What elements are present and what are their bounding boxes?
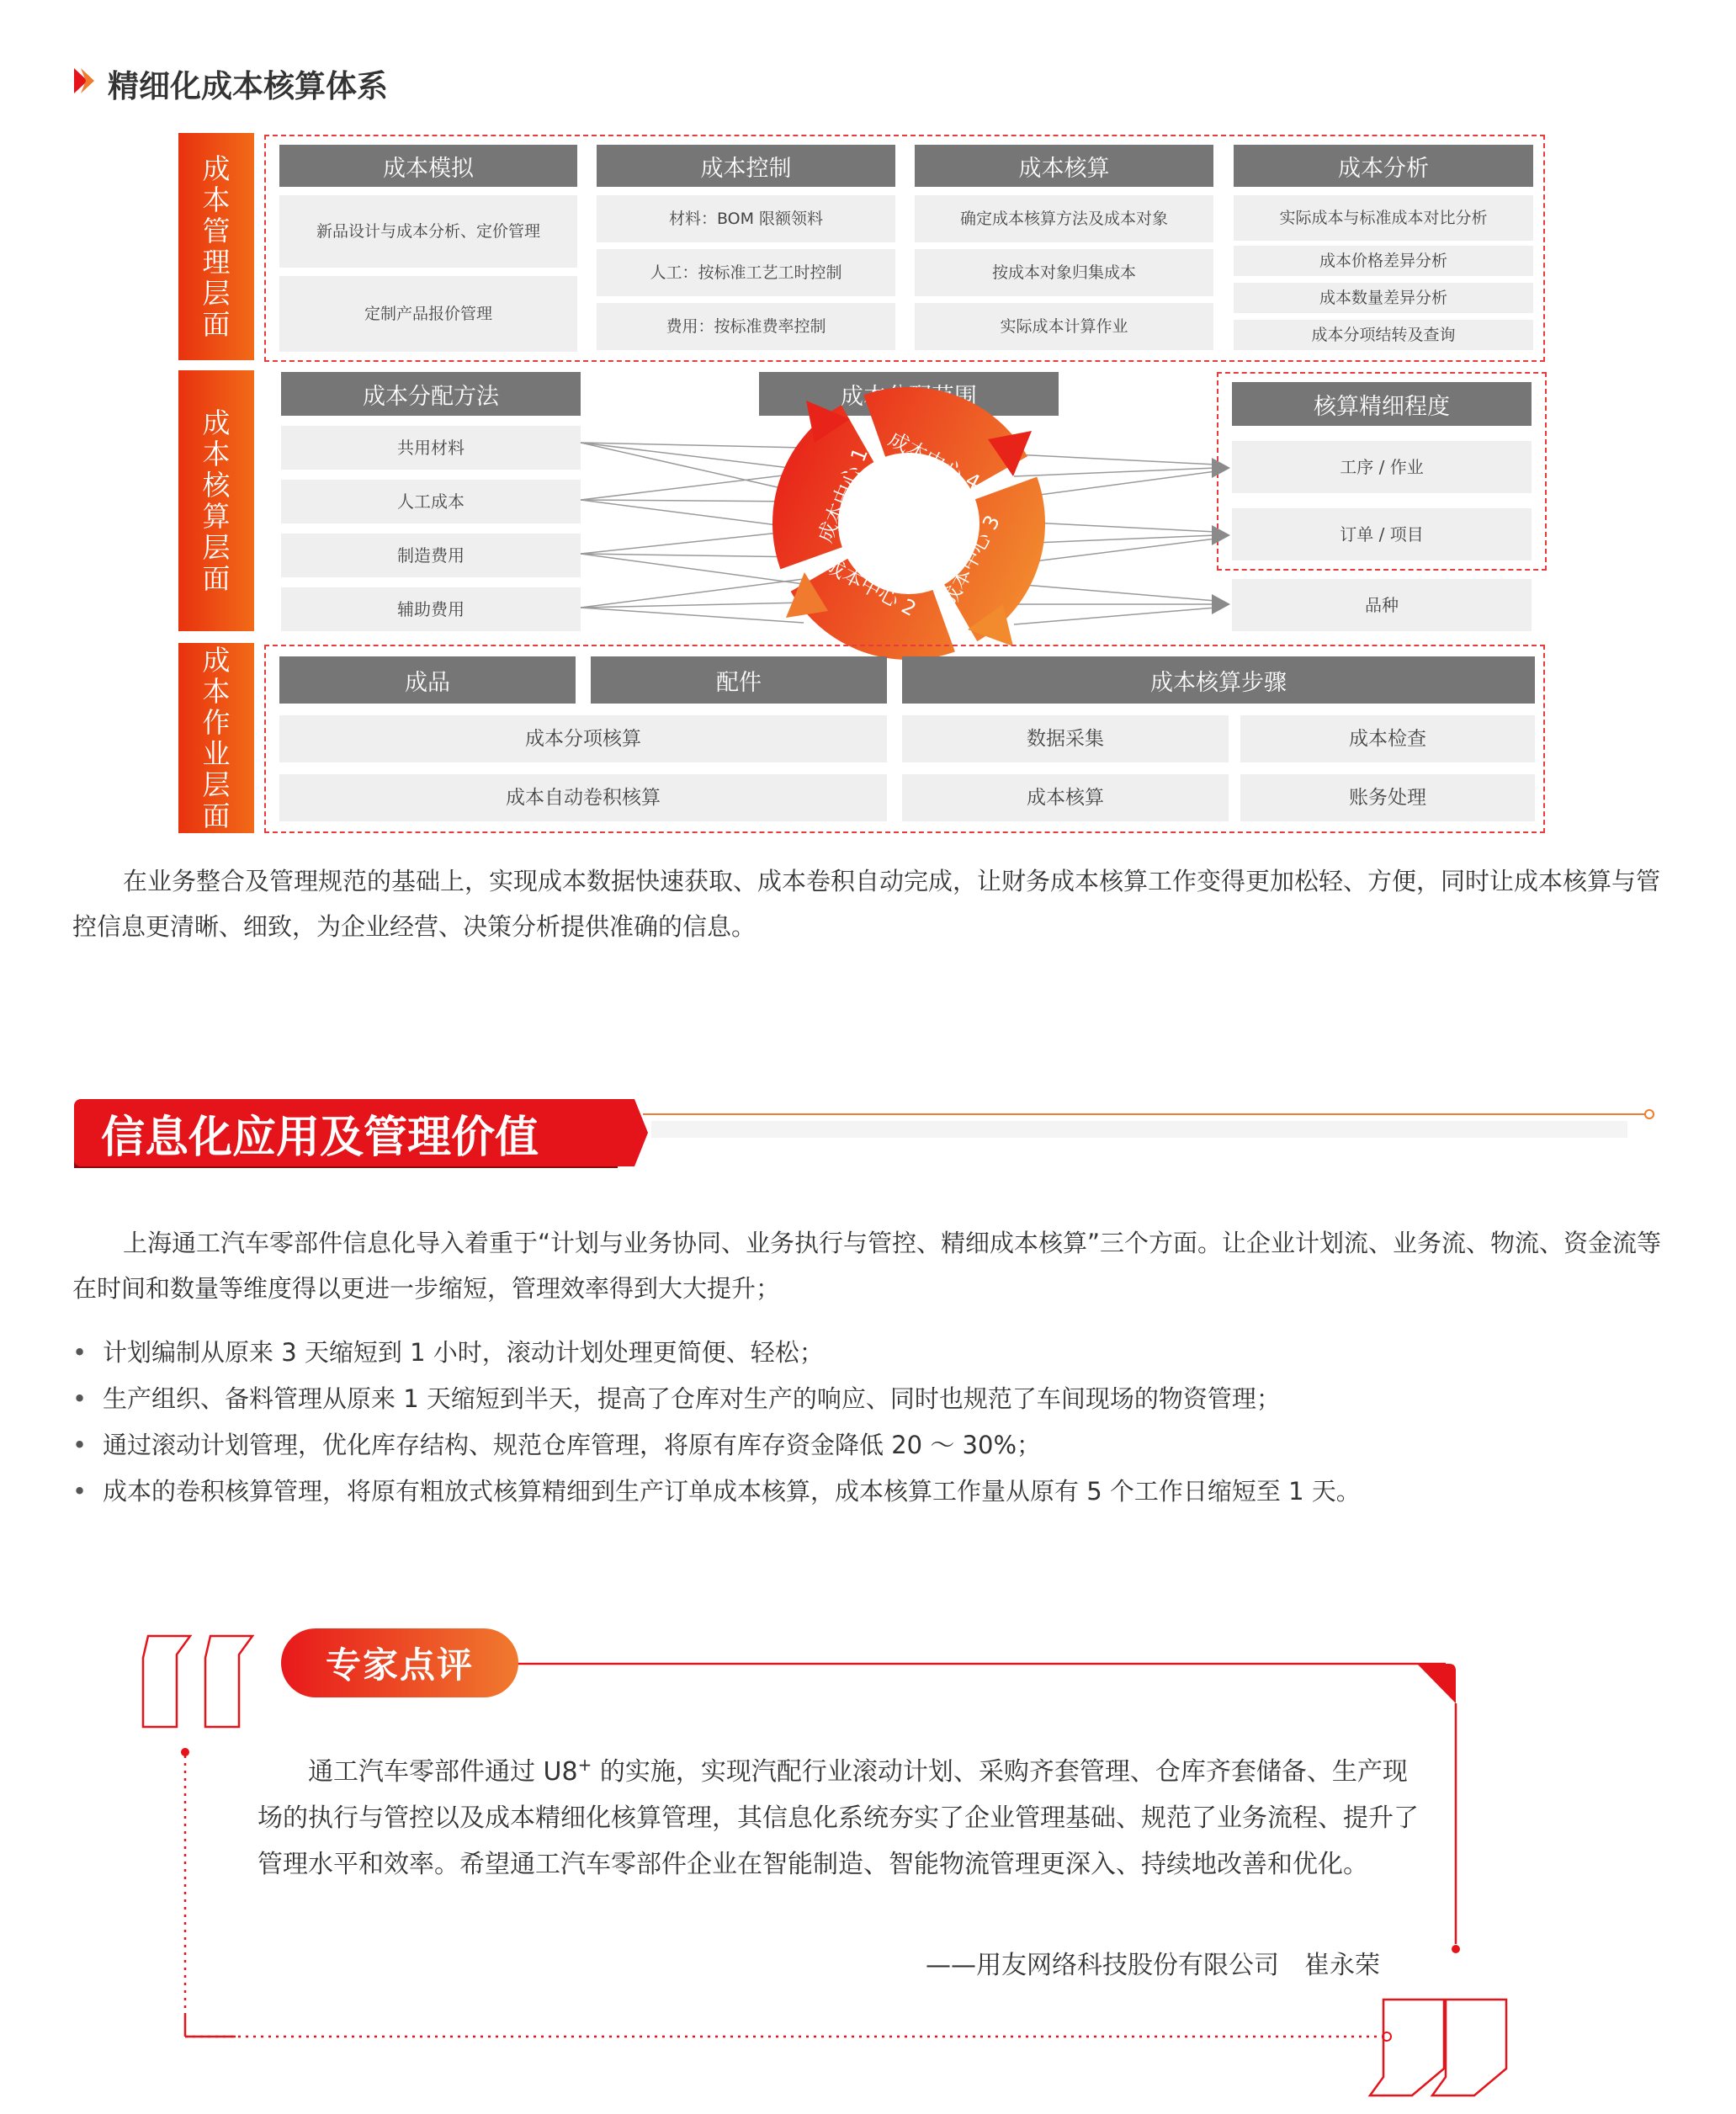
op-step-1: 数据采集 — [902, 715, 1229, 762]
method-item-2: 人工成本 — [281, 480, 581, 523]
cell-sim-2: 定制产品报价管理 — [279, 276, 577, 352]
review-signature: ——用友网络科技股份有限公司 崔永荣 — [926, 1951, 1380, 1980]
op-header-steps: 成本核算步骤 — [902, 656, 1535, 704]
cell-ana-1: 实际成本与标准成本对比分析 — [1234, 195, 1533, 241]
list-item: • 通过滚动计划管理，优化库存结构、规范仓库管理，将原有库存资金降低 20 ～ 30%； — [72, 1422, 1671, 1469]
section-title: 精细化成本核算体系 — [108, 68, 388, 104]
op-left-1: 成本分项核算 — [279, 715, 887, 762]
op-header-parts: 配件 — [591, 656, 887, 704]
layer-label-operation: 成本作业层面 — [178, 643, 254, 833]
summary-paragraph: 在业务整合及管理规范的基础上，实现成本数据快速获取、成本卷积自动完成，让财务成本核算工作变得更加松轻、方便，同时让成本核算与管控信息更清晰、细致，为企业经营、决策分析提供准确的信息。 — [72, 867, 1661, 941]
method-header: 成本分配方法 — [281, 372, 581, 416]
list-item: • 生产组织、备料管理从原来 1 天缩短到半天，提高了仓库对生产的响应、同时也规范了车间现场的物资管理； — [72, 1376, 1671, 1422]
column-header-accounting: 成本核算 — [915, 145, 1213, 187]
cell-acc-1: 确定成本核算方法及成本对象 — [915, 195, 1213, 242]
expert-review-title: 专家点评 — [281, 1628, 518, 1697]
expert-review-text — [257, 1742, 1419, 1888]
cost-center-label-3: 成本中心 3 — [937, 511, 1005, 611]
review-text-start: 通工汽车零部件通过 U8 — [308, 1757, 578, 1787]
column-header-analysis: 成本分析 — [1234, 145, 1533, 187]
banner-rule-decoration — [618, 1099, 1661, 1166]
cell-ctrl-1: 材料：BOM 限额领料 — [597, 195, 895, 242]
precision-header: 核算精细程度 — [1232, 382, 1532, 426]
cell-acc-2: 按成本对象归集成本 — [915, 249, 1213, 296]
cell-ana-4: 成本分项结转及查询 — [1234, 320, 1533, 350]
section-banner: 信息化应用及管理价值 — [74, 1099, 618, 1166]
op-step-3: 成本核算 — [902, 774, 1229, 821]
op-left-2: 成本自动卷积核算 — [279, 774, 887, 821]
value-bullet-list — [72, 1330, 1671, 1515]
cell-ana-3: 成本数量差异分析 — [1234, 283, 1533, 313]
method-item-4: 辅助费用 — [281, 587, 581, 631]
precision-item-1: 工序 / 作业 — [1232, 441, 1532, 493]
column-header-control: 成本控制 — [597, 145, 895, 187]
cost-center-label-4: 成本中心 4 — [884, 427, 985, 495]
layer-label-management: 成本管理层面 — [178, 133, 254, 360]
op-step-2: 成本检查 — [1240, 715, 1535, 762]
cell-acc-3: 实际成本计算作业 — [915, 303, 1213, 350]
cell-ctrl-3: 费用：按标准费率控制 — [597, 303, 895, 350]
op-step-4: 账务处理 — [1240, 774, 1535, 821]
layer-label-accounting: 成本核算层面 — [178, 370, 254, 631]
precision-item-2: 订单 / 项目 — [1232, 508, 1532, 560]
column-header-simulation: 成本模拟 — [279, 145, 577, 187]
method-item-3: 制造费用 — [281, 534, 581, 577]
list-item: • 成本的卷积核算管理，将原有粗放式核算精细到生产订单成本核算，成本核算工作量从原有 5 个工作日缩短至 1 天。 — [72, 1469, 1671, 1515]
cost-center-label-2: 成本中心 2 — [820, 553, 921, 621]
list-item: • 计划编制从原来 3 天缩短到 1 小时，滚动计划处理更简便、轻松； — [72, 1330, 1671, 1376]
method-item-1: 共用材料 — [281, 426, 581, 470]
op-header-product: 成品 — [279, 656, 576, 704]
cell-sim-1: 新品设计与成本分析、定价管理 — [279, 195, 577, 268]
review-text-end: 的实施，实现汽配行业滚动计划、采购齐套管理、仓库齐套储备、生产现场的执行与管控以及成本精细化核算管理，其信息化系统夯实了企业管理基础、规范了业务流程、提升了管理水平和效率。希望通工汽车零部件企业在智能制造、智能物流管理更深入、持续地改善和优化。 — [257, 1757, 1419, 1879]
cost-system-diagram — [0, 0, 1736, 842]
value-paragraph: 上海通工汽车零部件信息化导入着重于“计划与业务协同、业务执行与管控、精细成本核算”三个方面。让企业计划流、业务流、物流、资金流等在时间和数量等维度得以更进一步缩短，管理效率得到大大提升； — [72, 1229, 1662, 1303]
cell-ana-2: 成本价格差异分析 — [1234, 246, 1533, 276]
precision-item-3: 品种 — [1232, 579, 1532, 631]
range-header: 成本分配范围 — [759, 372, 1059, 416]
cost-center-label-1: 成本中心 1 — [813, 444, 873, 546]
cell-ctrl-2: 人工：按标准工艺工时控制 — [597, 249, 895, 296]
review-text-sup: + — [577, 1755, 592, 1775]
